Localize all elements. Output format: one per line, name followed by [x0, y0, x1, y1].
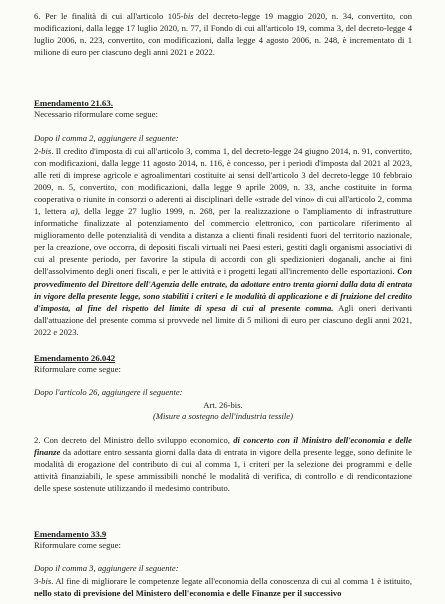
article-subtitle: (Misure a sostegno dell'industria tessile) [153, 411, 293, 421]
text: bis [41, 576, 52, 586]
text: Agli oneri derivanti dall'attuazione del presente comma si provvede nel limite di 5 milioni di euro per ciascuno degli anni 2021, 2022 e 2023. [34, 302, 412, 337]
text: a) [70, 206, 78, 217]
paragraph-6 [34, 10, 412, 58]
text: 2- [34, 146, 42, 156]
text: 6. Per le finalità di cui all'articolo 105- [34, 11, 184, 21]
amendment-33-9-title: Emendamento 33.9 [34, 529, 107, 539]
text: bis [183, 11, 194, 21]
amendment-33-9-subtitle: Riformulare come segue: [34, 540, 121, 550]
amendment-21-63-subtitle: Necessario riformulare come segue: [34, 109, 158, 119]
text: nello stato di previsione del Ministero dell'economia e delle Finanze per il successivo [34, 588, 342, 599]
text: di concerto con il Ministro dell'economia e delle finanze [34, 435, 412, 458]
text: . Il credito d'imposta di cui all'articolo 3, comma 1, del decreto-legge 24 giugno 2014, n. 91, convertito, con modificazioni, dalla legge 11 agosto 2014, n. 116, è concesso, per i periodi d'imposta dal 2021 al 2023, alle reti di imprese agricole e agroalimentari costituite ai sensi dell'articolo 3 del decreto-legge 10 febbraio 2009, n. 5, convertito, con modificazioni, dalla legge 9 aprile 2009, n. 33, anche costituite in forma cooperativa o riunite in consorzi o aderenti ai disciplinari delle «strade del vino» di cui all'articolo 2, comma 1, lettera [34, 146, 412, 217]
amendment-26-042-body [34, 434, 412, 494]
text: bis [41, 146, 52, 156]
text: da adottare entro sessanta giorni dalla data di entrata in vigore della presente legge, sono definite le modalità di erogazione del contributo di cui al comma 1, i criteri per la selezione dei programmi e delle attività finanziabili, le spese ammissibili nonché le modalità di verifica, di controllo e di rendicontazione delle spese sostenute utilizzando il medesimo contributo. [34, 447, 412, 494]
text: del decreto-legge 19 maggio 2020, n. 34, convertito, con modificazioni, dalla legge 17 luglio 2020, n. 77, il Fondo di cui all'articolo 19, comma 3, del decreto-legge 4 luglio 2006, n. 223, convertito, con modificazioni, dalla legge 4 agosto 2006, n. 248, è incrementato di 1 milione di euro per ciascuno degli anni 2021 e 2022. [34, 11, 412, 58]
text: . Al fine di migliorare le competenze legate all'economia della conoscenza di cui al comma 1 è istituito, [51, 576, 412, 586]
text: Con provvedimento del Direttore dell'Agenzia delle entrate, da adottare entro trenta giorni dalla data di entrata in vigore della presente legge, sono stabiliti i criteri e le modalità di applicazione e di fruizione del credito d'imposta, al fine del rispetto del limite di spesa di cui al presente comma. [34, 266, 412, 313]
text: 2. Con decreto del Ministro dello sviluppo economico, [34, 435, 234, 445]
amendment-26-042-title: Emendamento 26.042 [34, 353, 116, 363]
amendment-33-9-body [34, 575, 412, 599]
amendment-21-63-body [34, 145, 412, 338]
amendment-21-63-title: Emendamento 21.63. [34, 98, 113, 108]
amendment-33-9-intro: Dopo il comma 3, aggiungere il seguente: [34, 563, 179, 573]
article-number: Art. 26-bis. [203, 400, 243, 410]
amendment-26-042-intro: Dopo l'articolo 26, aggiungere il seguente: [34, 387, 183, 397]
text: 3- [34, 576, 42, 586]
text: , della legge 27 luglio 1999, n. 268, per la realizzazione o l'ampliamento di infrastrutture informatiche finalizzate al potenziamento del commercio elettronico, con particolare riferimento al miglioramento delle potenzialità di vendita a distanza a clienti finali residenti fuori del territorio nazionale, per la creazione, ove occorra, di depositi fiscali virtuali nei Paesi esteri, gestiti dagli organismi associativi di cui al presente periodo, per favorire la stipula di accordi con gli spedizionieri doganali, anche ai fini dell'assolvimento degli oneri fiscali, e per le attività e i progetti legati all'incremento delle esportazioni. [34, 206, 412, 277]
amendment-26-042-subtitle: Riformulare come segue: [34, 364, 121, 374]
amendment-21-63-intro: Dopo il comma 2, aggiungere il seguente: [34, 133, 179, 143]
